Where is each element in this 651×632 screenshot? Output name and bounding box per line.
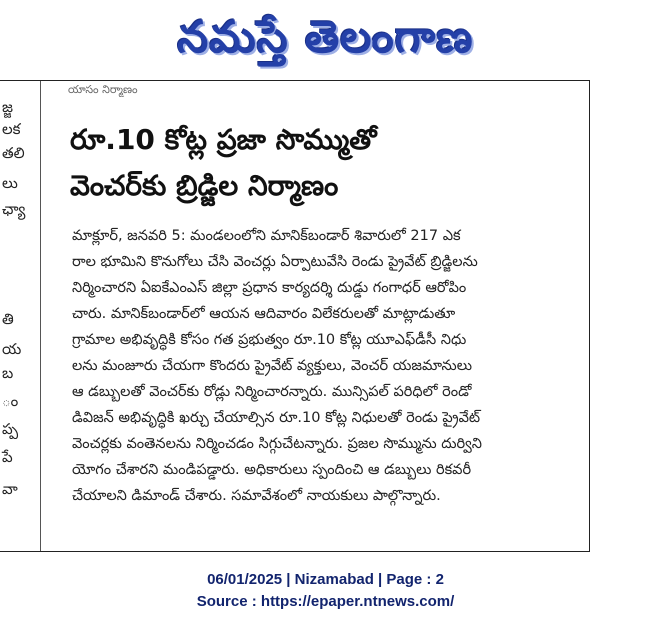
column-fragment-text: తలి bbox=[2, 144, 25, 162]
news-clipping bbox=[0, 80, 590, 552]
article-body-line: లను మంజూరు చేయగా కొందరు ప్రైవేట్ వ్యక్తులు, వెంచర్ యజమానులు bbox=[72, 358, 472, 374]
column-fragment-text: లు bbox=[2, 174, 18, 192]
column-fragment-text: ం bbox=[2, 392, 19, 410]
article-body-line: రాల భూమిని కొనుగోలు చేసి వెంచర్లు ఏర్పాటువేసి రెండు ప్రైవేట్ బ్రిడ్జిలను bbox=[72, 254, 478, 270]
article-body-line: ఆ డబ్బులతో వెంచర్‌కు రోడ్లు నిర్మించారన్నారు. మున్సిపల్ పరిధిలో రెండో bbox=[72, 384, 472, 400]
source-link[interactable]: Source : https://epaper.ntnews.com/ bbox=[196, 593, 455, 610]
previous-article-fragment: యాసం నిర్మాణం bbox=[68, 83, 138, 96]
article-body-line: డివిజన్ అభివృద్ధికి ఖర్చు చేయాల్సిన రూ.10 కోట్ల నిధులతో రెండు ప్రైవేట్ bbox=[72, 410, 481, 426]
newspaper-masthead: నమస్తే తెలంగాణ bbox=[177, 12, 474, 63]
column-fragment-text: ప్ప bbox=[2, 420, 19, 438]
column-fragment-text: పే bbox=[2, 448, 13, 466]
article-body-line: చారు. మానిక్‌బండార్‌లో ఆయన ఆదివారం విలేకరులతో మాట్లాడుతూ bbox=[72, 306, 456, 322]
article-headline bbox=[70, 117, 570, 209]
column-fragment-text: బ bbox=[2, 364, 14, 382]
column-fragment-text: ఛ్యా bbox=[2, 200, 26, 218]
headline-line-1: రూ.10 కోట్ల ప్రజా సొమ్ముతో bbox=[70, 123, 377, 156]
column-fragment-text: య bbox=[2, 340, 22, 358]
article-body-line: గ్రామాల అభివృద్ధికి కోసం గత ప్రభుత్వం రూ.10 కోట్ల యూఎఫ్‌డీసీ నిధు bbox=[72, 332, 467, 348]
article-body-line: వెంచర్లకు వంతెనలను నిర్మించడం సిగ్గుచేటన్నారు. ప్రజల సొమ్మును దుర్విని bbox=[72, 436, 482, 452]
article-body-line: చేయాలని డిమాండ్ చేశారు. సమావేశంలో నాయకులు పాల్గొన్నారు. bbox=[72, 488, 441, 504]
column-fragment-text: జ్జ bbox=[2, 98, 13, 116]
article-body-line: నిర్మించారని ఏఐకేఎంఎస్ జిల్లా ప్రధాన కార్యదర్శి దుడ్డు గంగాధర్ ఆరోపిం bbox=[72, 280, 467, 296]
headline-line-2: వెంచర్‌కు బ్రిడ్జిల నిర్మాణం bbox=[70, 169, 339, 202]
column-fragment-text: లక bbox=[2, 120, 21, 138]
column-fragment-text: వా bbox=[2, 480, 18, 498]
article-body-line: యోగం చేశారని మండిపడ్డారు. అధికారులు స్పందించి ఆ డబ్బులు రికవరీ bbox=[72, 462, 472, 478]
article-body-line: మాక్లూర్, జనవరి 5: మండలంలోని మానిక్‌బండార్ శివారులో 217 ఎక bbox=[72, 228, 461, 244]
edition-info: 06/01/2025 | Nizamabad | Page : 2 bbox=[207, 571, 444, 588]
adjacent-column-fragment bbox=[0, 81, 41, 551]
article-body bbox=[72, 223, 572, 509]
column-fragment-text: తి bbox=[2, 310, 14, 328]
